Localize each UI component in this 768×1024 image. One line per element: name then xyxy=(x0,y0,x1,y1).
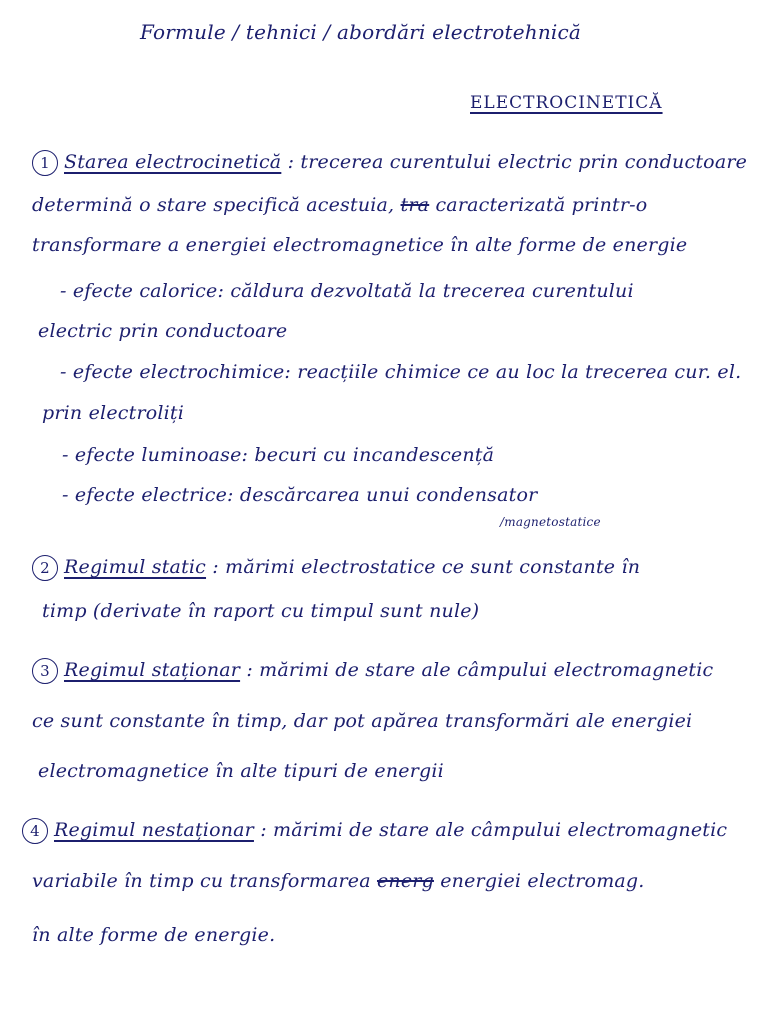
section-text: : mărimi de stare ale câmpului electromagnetic xyxy=(260,819,728,841)
effect-label: - efecte electrochimice: xyxy=(60,361,292,383)
effect-text: reacțiile chimice ce au loc la trecerea cur. el. xyxy=(297,361,742,383)
effect-line xyxy=(60,363,741,382)
effect-line xyxy=(60,282,634,301)
section-number: 3 xyxy=(32,658,58,684)
section-number: 2 xyxy=(32,555,58,581)
section-2-line-1 xyxy=(32,555,640,581)
effect-text: descărcarea unui condensator xyxy=(239,484,538,506)
effect-text: becuri cu incandescență xyxy=(254,444,495,466)
section-text: : mărimi electrostatice ce sunt constante în xyxy=(212,556,641,578)
section-3-line-1 xyxy=(32,658,713,684)
section-1-line-2 xyxy=(32,196,647,215)
section-heading: Regimul nestaționar xyxy=(54,819,254,841)
effect-label: - efecte luminoase: xyxy=(62,444,249,466)
struck-word: tra xyxy=(400,194,430,216)
section-number: 4 xyxy=(22,818,48,844)
section-3-line-2: ce sunt constante în timp, dar pot apărea transformări ale energiei xyxy=(32,710,693,732)
section-number: 1 xyxy=(32,150,58,176)
section-title: ELECTROCINETICĂ xyxy=(470,93,663,113)
section-text: determină o stare specifică acestuia, xyxy=(32,194,395,216)
effect-text: căldura dezvoltată la trecerea curentului xyxy=(230,280,634,302)
effect-label: - efecte calorice: xyxy=(60,280,225,302)
insert-note: /magnetostatice xyxy=(500,515,601,529)
section-heading: Regimul staționar xyxy=(64,659,241,681)
struck-word: energ xyxy=(376,870,434,892)
page-header: Formule / tehnici / abordări electrotehnică xyxy=(140,20,582,44)
section-text: : mărimi de stare ale câmpului electromagnetic xyxy=(246,659,714,681)
effect-text: prin electroliți xyxy=(42,402,185,424)
section-heading: Regimul static xyxy=(64,556,207,578)
section-1-line-1 xyxy=(32,150,747,176)
effect-line xyxy=(42,404,184,423)
section-text: energiei electromag. xyxy=(440,870,645,892)
section-text: : trecerea curentului electric prin conductoare xyxy=(287,151,748,173)
effect-text: electric prin conductoare xyxy=(38,320,288,342)
effect-line xyxy=(62,446,494,465)
section-2-line-2: timp (derivate în raport cu timpul sunt nule) xyxy=(42,600,480,622)
section-text: caracterizată printr-o xyxy=(435,194,648,216)
section-4-line-2 xyxy=(32,872,645,891)
effect-line xyxy=(38,322,287,341)
section-heading: Starea electrocinetică xyxy=(64,151,282,173)
effect-label: - efecte electrice: xyxy=(62,484,234,506)
section-1-line-3: transformare a energiei electromagnetice în alte forme de energie xyxy=(32,234,688,256)
section-4-line-1 xyxy=(22,818,727,844)
section-4-line-3: în alte forme de energie. xyxy=(32,924,276,946)
section-3-line-3: electromagnetice în alte tipuri de energii xyxy=(38,760,444,782)
section-text: variabile în timp cu transformarea xyxy=(32,870,371,892)
effect-line xyxy=(62,486,537,505)
